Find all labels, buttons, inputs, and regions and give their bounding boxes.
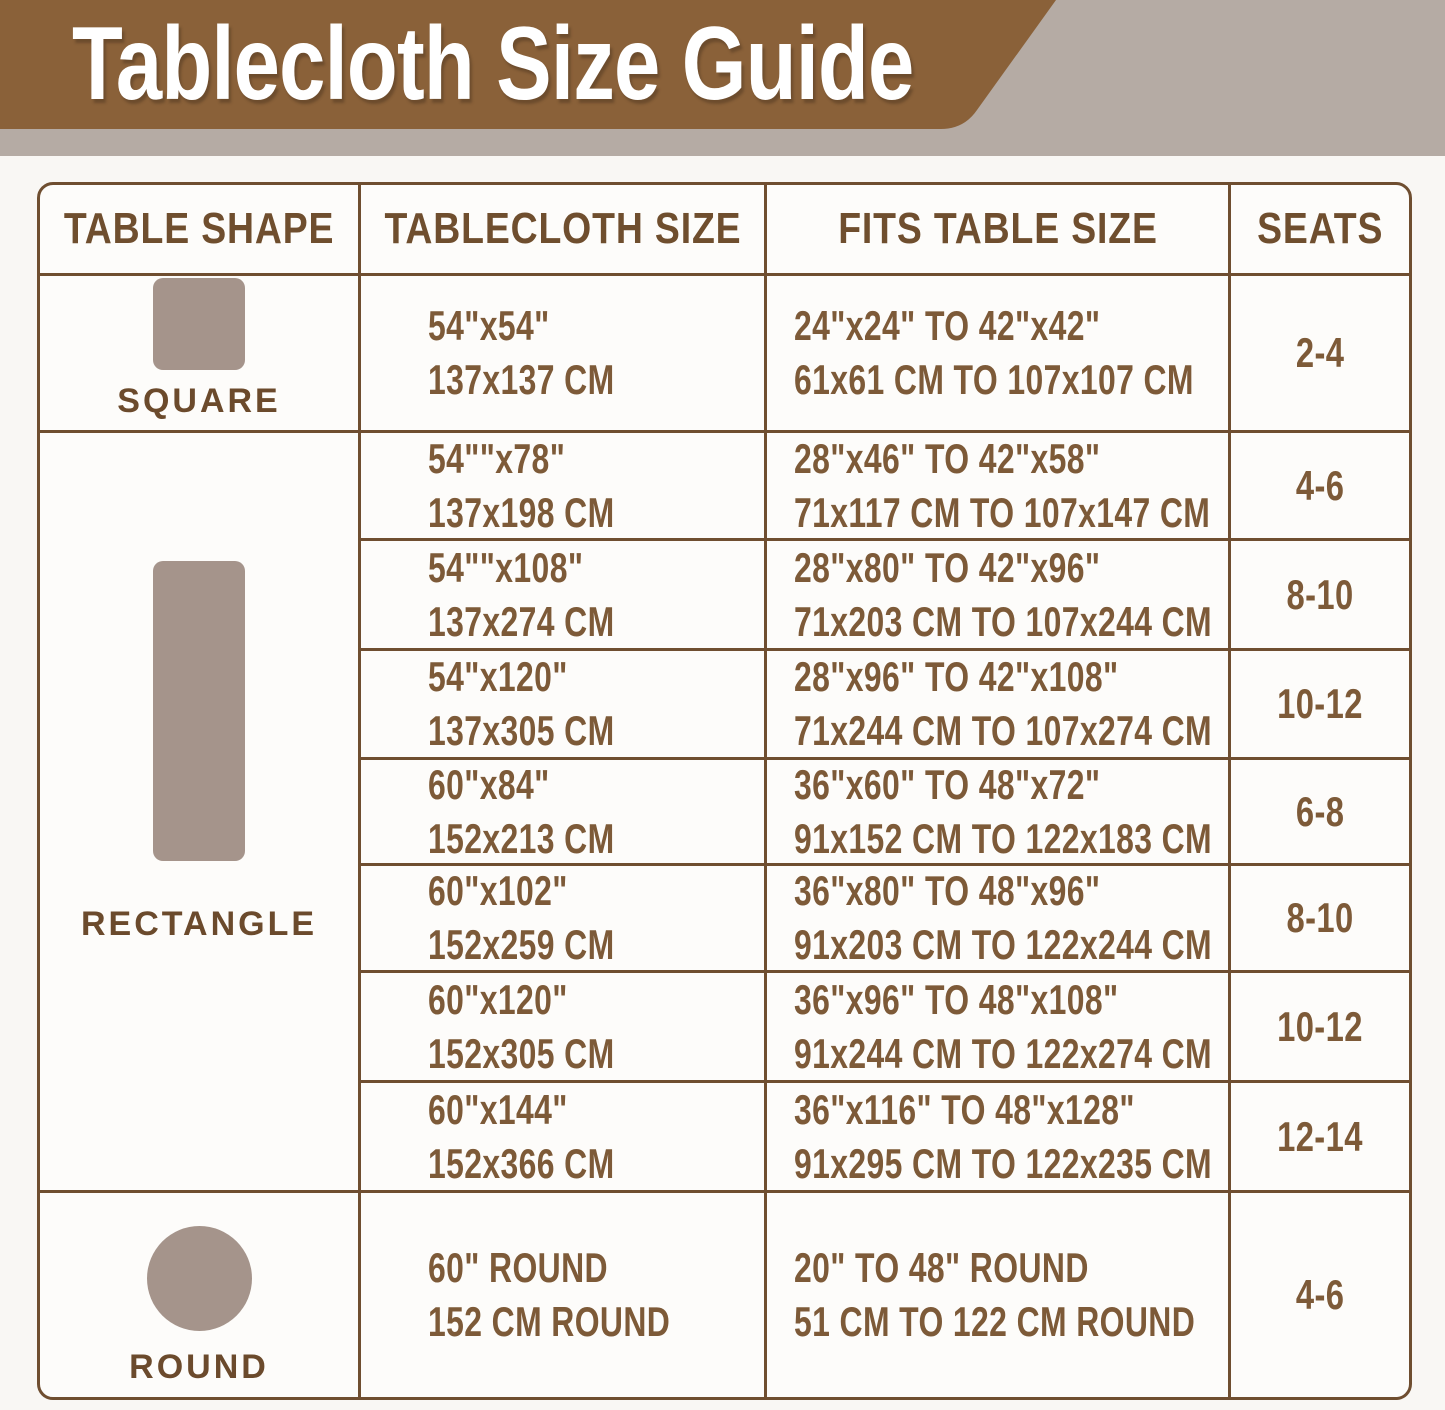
- shape-label-rectangle: RECTANGLE: [80, 905, 318, 943]
- square-shape-icon: [153, 278, 245, 370]
- fits-table-size-cell: 36"x80" TO 48"x96" 91x203 CM TO 122x244 CM: [767, 866, 1231, 973]
- seats-cell: 6-8: [1231, 760, 1409, 866]
- round-shape-icon: [147, 1226, 252, 1331]
- seats-cell: 8-10: [1231, 866, 1409, 973]
- shape-cell-round: [40, 1193, 361, 1397]
- column-header-tablecloth-size: TABLECLOTH SIZE: [361, 185, 767, 276]
- fits-table-size-cell: 28"x80" TO 42"x96" 71x203 CM TO 107x244 CM: [767, 541, 1231, 651]
- fits-table-size-cell: 24"x24" TO 42"x42" 61x61 CM TO 107x107 CM: [767, 276, 1231, 433]
- tablecloth-size-cell: 60"x144" 152x366 CM: [361, 1083, 767, 1193]
- shape-cell-rectangle: [40, 433, 361, 1193]
- tablecloth-size-cell: 54""x108" 137x274 CM: [361, 541, 767, 651]
- page-title: Tablecloth Size Guide: [72, 5, 914, 122]
- shape-label-square: SQUARE: [117, 382, 281, 420]
- fits-table-size-cell: 28"x96" TO 42"x108" 71x244 CM TO 107x274 CM: [767, 651, 1231, 760]
- tablecloth-size-cell: 60"x84" 152x213 CM: [361, 760, 767, 866]
- seats-cell: 4-6: [1231, 433, 1409, 541]
- fits-table-size-cell: 36"x96" TO 48"x108" 91x244 CM TO 122x274 CM: [767, 973, 1231, 1083]
- seats-cell: 8-10: [1231, 541, 1409, 651]
- fits-table-size-cell: 28"x46" TO 42"x58" 71x117 CM TO 107x147 CM: [767, 433, 1231, 541]
- size-guide-table: [37, 182, 1412, 1400]
- tablecloth-size-cell: 60"x102" 152x259 CM: [361, 866, 767, 973]
- seats-cell: 10-12: [1231, 973, 1409, 1083]
- tablecloth-size-cell: 54"x54" 137x137 CM: [361, 276, 767, 433]
- fits-table-size-cell: 36"x116" TO 48"x128" 91x295 CM TO 122x235 CM: [767, 1083, 1231, 1193]
- column-header-fits-table-size: FITS TABLE SIZE: [767, 185, 1231, 276]
- seats-cell: 4-6: [1295, 1271, 1345, 1318]
- rectangle-shape-icon: [153, 561, 245, 861]
- seats-cell: 10-12: [1231, 651, 1409, 760]
- seats-cell: 2-4: [1231, 276, 1409, 433]
- tablecloth-size-cell: 54""x78" 137x198 CM: [361, 433, 767, 541]
- tablecloth-size-cell: 60" ROUND 152 CM ROUND: [361, 1193, 767, 1397]
- fits-table-size-cell: 20" TO 48" ROUND 51 CM TO 122 CM ROUND: [767, 1193, 1231, 1397]
- shape-cell-square: [40, 276, 361, 433]
- tablecloth-size-cell: 54"x120" 137x305 CM: [361, 651, 767, 760]
- tablecloth-size-cell: 60"x120" 152x305 CM: [361, 973, 767, 1083]
- column-header-seats: SEATS: [1231, 185, 1409, 276]
- shape-label-round: ROUND: [129, 1348, 269, 1386]
- column-header-table-shape: TABLE SHAPE: [40, 185, 361, 276]
- seats-cell: 12-14: [1231, 1083, 1409, 1193]
- fits-table-size-cell: 36"x60" TO 48"x72" 91x152 CM TO 122x183 CM: [767, 760, 1231, 866]
